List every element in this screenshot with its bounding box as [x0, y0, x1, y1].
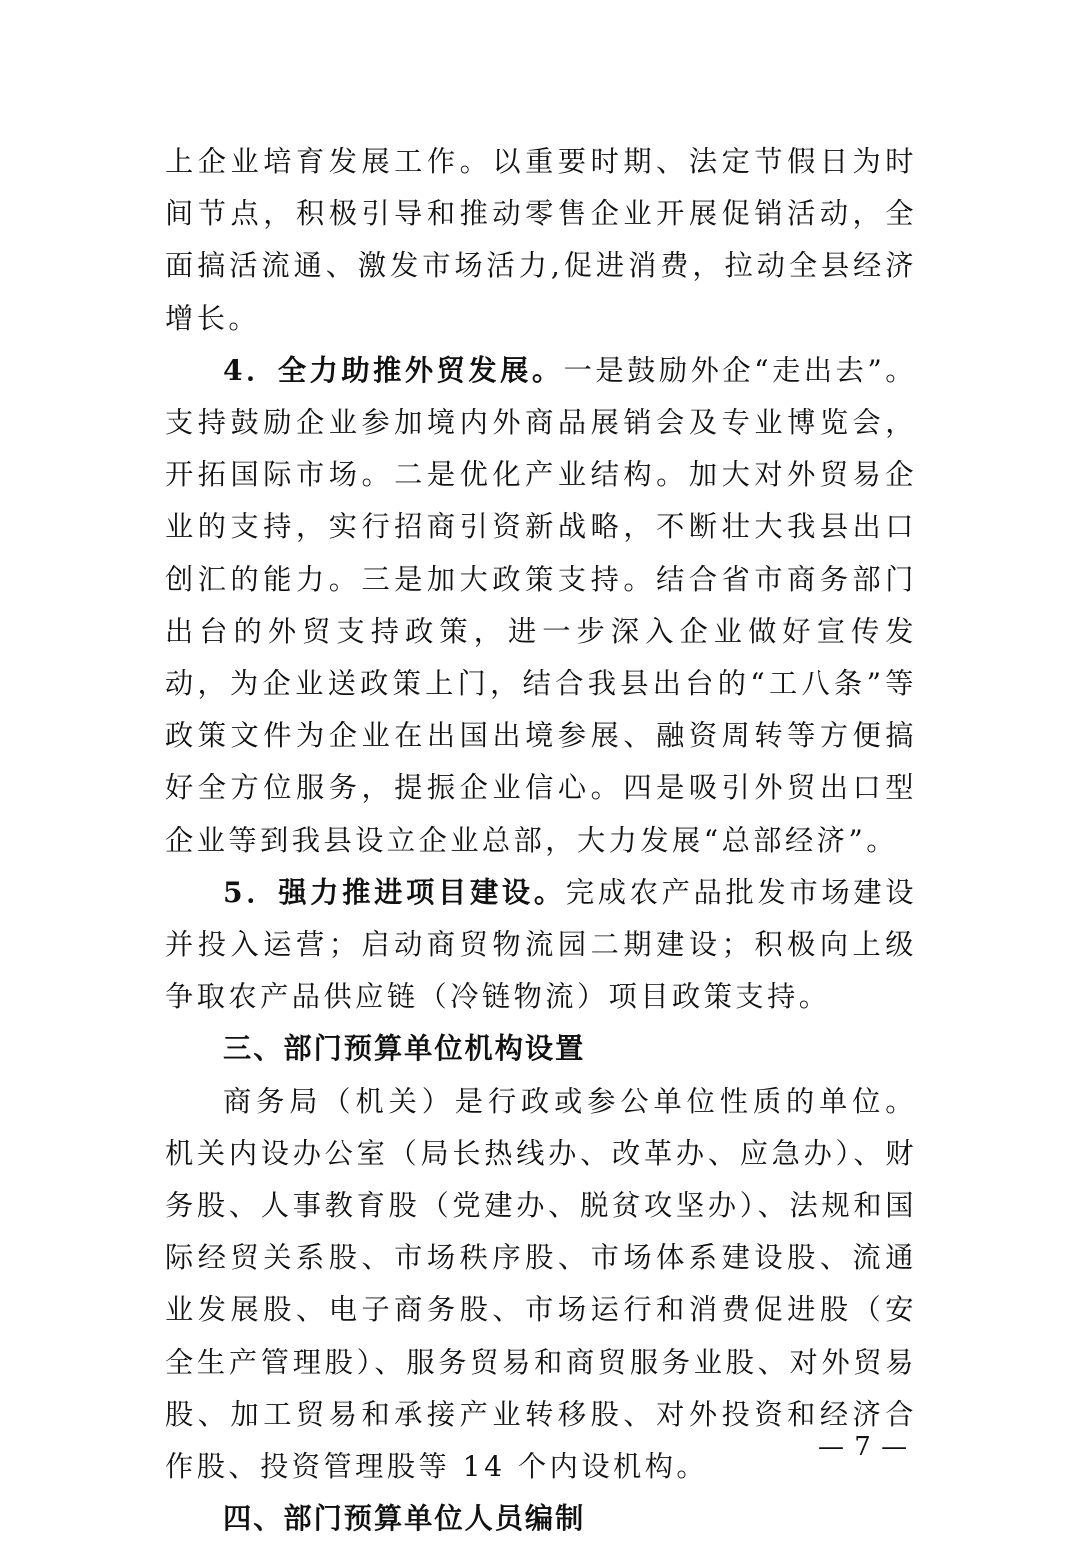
section-5-body: 完成农产品批发市场建设并投入运营；启动商贸物流园二期建设；积极向上级争取农产品供应链（冷链物流）项目政策支持。: [165, 875, 917, 1014]
heading-institution-setup: 三、部门预算单位机构设置: [223, 1032, 586, 1066]
document-body: [165, 136, 917, 1545]
section-5-title: 5．强力推进项目建设。: [223, 875, 566, 909]
paragraph-consumption: 上企业培育发展工作。以重要时期、法定节假日为时间节点，积极引导和推动零售企业开展促销活动，全面搞活流通、激发市场活力,促进消费，拉动全县经济增长。: [165, 145, 917, 335]
paragraph-foreign-trade: [165, 345, 917, 867]
section-4-body: 一是鼓励外企“走出去”。支持鼓励企业参加境内外商品展销会及专业博览会，开拓国际市场。二是优化产业结构。加大对外贸易企业的支持，实行招商引资新战略，不断壮大我县出口创汇的能力。三是加大政策支持。结合省市商务部门出台的外贸支持政策，进一步深入企业做好宣传发动，为企业送政策上门，结合我县出台的“工八条”等政策文件为企业在出国出境参展、融资周转等方便搞好全方位服务，提振企业信心。四是吸引外贸出口型企业等到我县设立企业总部，大力发展“总部经济”。: [165, 353, 917, 857]
section-4-title: 4．全力助推外贸发展。: [223, 353, 564, 387]
paragraph-project-construction: [165, 867, 917, 1024]
page-number: — 7 —: [818, 1432, 909, 1462]
paragraph-institution-setup: 商务局（机关）是行政或参公单位性质的单位。机关内设办公室（局长热线办、改革办、应急办）、财务股、人事教育股（党建办、脱贫攻坚办）、法规和国际经贸关系股、市场秩序股、市场体系建设股、流通业发展股、电子商务股、市场运行和消费促进股（安全生产管理股）、服务贸易和商贸服务业股、对外贸易股、加工贸易和承接产业转移股、对外投资和经济合作股、投资管理股等 14 个内设机构。: [165, 1084, 917, 1484]
heading-staffing: 四、部门预算单位人员编制: [223, 1502, 586, 1536]
